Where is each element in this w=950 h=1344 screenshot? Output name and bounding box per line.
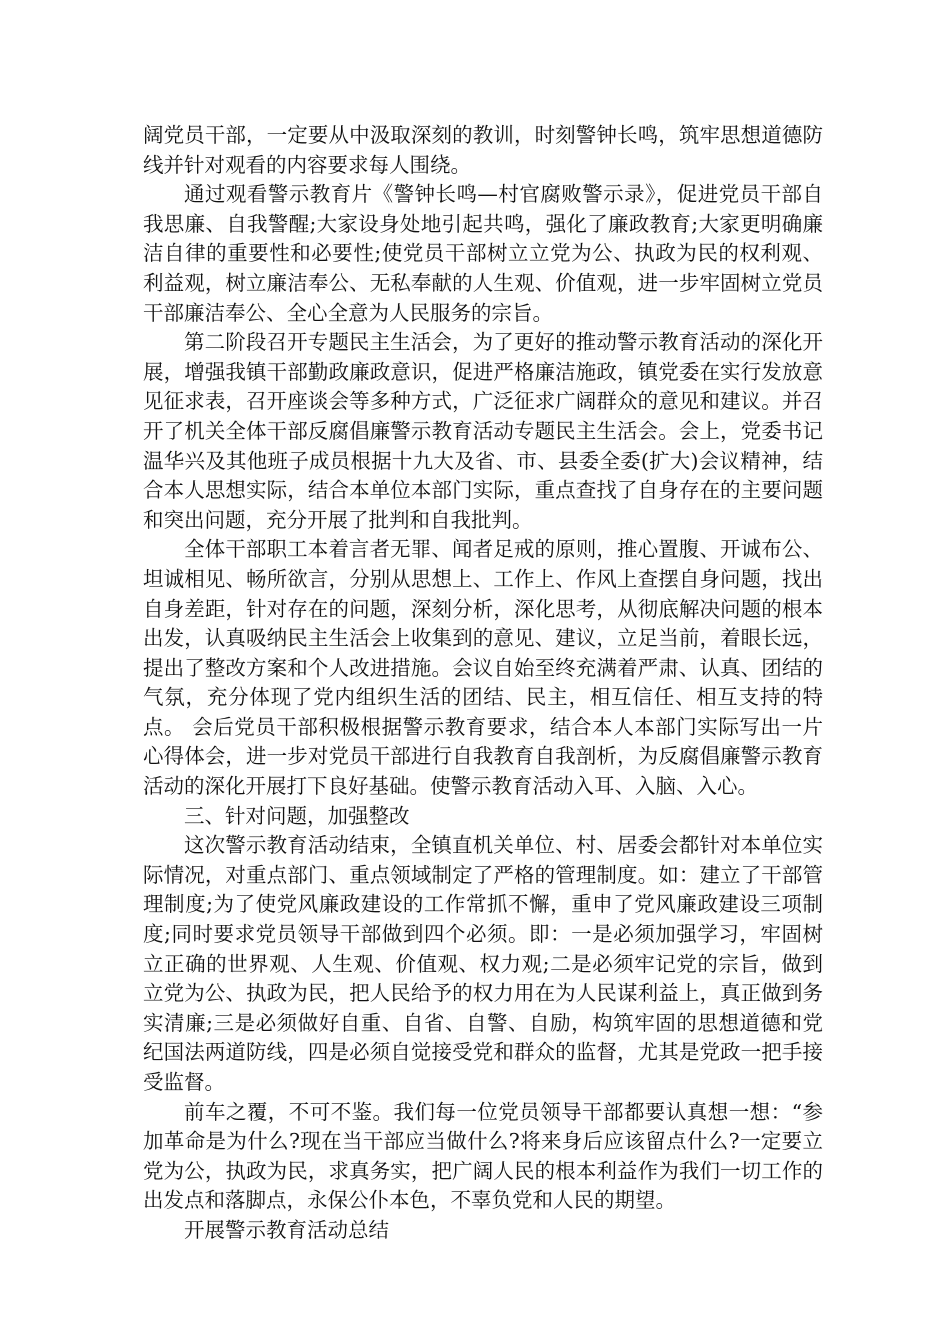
document-page: [143, 121, 823, 1246]
paragraph-all-staff: 全体干部职工本着言者无罪、闻者足戒的原则，推心置腹、开诚布公、坦诚相见、畅所欲言，分别从思想上、工作上、作风上查摆自身问题，找出自身差距，针对存在的问题，深刻分析，深化思考，从彻底解决问题的根本出发，认真吸纳民主生活会上收集到的意见、建议，立足当前，着眼长远，提出了整改方案和个人改进措施。会议自始至终充满着严肃、认真、团结的气氛，充分体现了党内组织生活的团结、民主，相互信任、相互支持的特点。 会后党员干部积极根据警示教育要求，结合本人本部门实际写出一片心得体会，进一步对党员干部进行自我教育自我剖析，为反腐倡廉警示教育活动的深化开展打下良好基础。使警示教育活动入耳、入脑、入心。: [143, 537, 823, 799]
closing-title: 开展警示教育活动总结: [184, 1217, 389, 1242]
section-heading-rectification: 三、针对问题，加强整改: [184, 803, 410, 828]
paragraph-warning-film: 通过观看警示教育片《警钟长鸣—村官腐败警示录》，促进党员干部自我思廉、自我警醒;大家设身处地引起共鸣，强化了廉政教育;大家更明确廉洁自律的重要性和必要性;使党员干部树立立党为公、执政为民的权利观、利益观，树立廉洁奉公、无私奉献的人生观、价值观，进一步牢固树立党员干部廉洁奉公、全心全意为人民服务的宗旨。: [143, 182, 823, 325]
paragraph-management-system: 这次警示教育活动结束，全镇直机关单位、村、居委会都针对本单位实际情况，对重点部门、重点领域制定了严格的管理制度。如：建立了干部管理制度;为了使党风廉政建设的工作常抓不懈，重申了党风廉政建设三项制度;同时要求党员领导干部做到四个必须。即：一是必须加强学习，牢固树立正确的世界观、人生观、价值观、权力观;二是必须牢记党的宗旨，做到立党为公、执政为民，把人民给予的权力用在为人民谋利益上，真正做到务实清廉;三是必须做好自重、自省、自警、自励，构筑牢固的思想道德和党纪国法两道防线，四是必须自觉接受党和群众的监督，尤其是党政一把手接受监督。: [143, 833, 823, 1094]
paragraph-stage-two: 第二阶段召开专题民主生活会，为了更好的推动警示教育活动的深化开展，增强我镇干部勤政廉政意识，促进严格廉洁施政，镇党委在实行发放意见征求表，召开座谈会等多种方式，广泛征求广阔群众的意见和建议。并召开了机关全体干部反腐倡廉警示教育活动专题民主生活会。会上，党委书记温华兴及其他班子成员根据十九大及省、市、县委全委(扩大)会议精神，结合本人思想实际，结合本单位本部门实际，重点查找了自身存在的主要问题和突出问题，充分开展了批判和自我批判。: [143, 330, 823, 532]
paragraph-lesson: 前车之覆，不可不鉴。我们每一位党员领导干部都要认真想一想：“参加革命是为什么?现在当干部应当做什么?将来身后应该留点什么?一定要立党为公，执政为民，求真务实，把广阔人民的根本利益作为我们一切工作的出发点和落脚点，永保公仆本色，不辜负党和人民的期望。: [143, 1099, 823, 1213]
paragraph-continuation: 阔党员干部，一定要从中汲取深刻的教训，时刻警钟长鸣，筑牢思想道德防线并针对观看的内容要求每人围绕。: [143, 123, 823, 177]
